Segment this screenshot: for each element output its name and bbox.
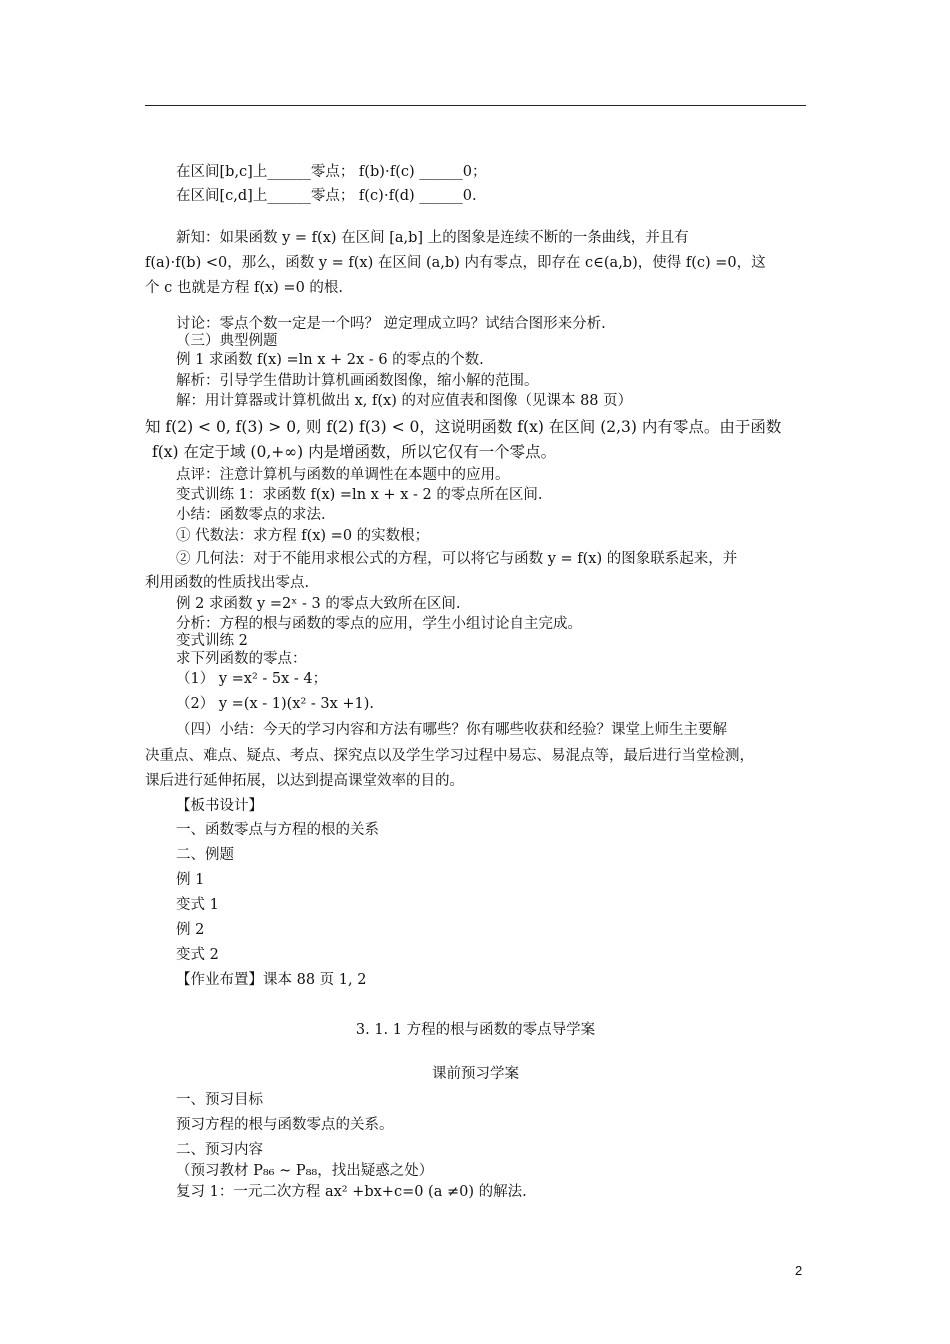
text-line: 解：用计算器或计算机做出 x, f(x) 的对应值表和图像（见课本 88 页） [176,393,633,409]
section-heading: 二、预习内容 [176,1142,263,1158]
document-title: 3. 1. 1 方程的根与函数的零点导学案 [355,1022,596,1038]
text-line: 个 c 也就是方程 f(x) =0 的根. [145,280,344,296]
header-rule [145,105,806,106]
text-line: 分析：方程的根与函数的零点的应用，学生小组讨论自主完成。 [176,616,582,632]
section-title: 课前预习学案 [432,1066,519,1082]
text-line: f(x) 在定于域 (0,+∞) 内是增函数，所以它仅有一个零点。 [152,443,557,461]
text-line: 讨论：零点个数一定是一个吗？ 逆定理成立吗？试结合图形来分析. [176,316,606,332]
section-heading: 一、预习目标 [176,1092,263,1108]
text-line: 新知：如果函数 y = f(x) 在区间 [a,b] 上的图象是连续不断的一条曲线，并且有 [176,230,689,246]
text-line: （预习教材 P₈₆ ~ P₈₈，找出疑惑之处） [176,1163,434,1179]
text-line: 利用函数的性质找出零点. [145,575,310,591]
text-line: 一、函数零点与方程的根的关系 [176,822,379,838]
text-line: （1） y =x² - 5x - 4； [176,671,328,687]
section-heading: 【作业布置】课本 88 页 1, 2 [176,972,367,988]
text-line: （2） y =(x - 1)(x² - 3x +1). [176,696,375,712]
section-heading: （三）典型例题 [176,333,278,349]
text-line: 变式训练 1：求函数 f(x) =ln x + x - 2 的零点所在区间. [176,487,543,503]
text-line: 求下列函数的零点： [176,651,307,667]
text-line: ① 代数法：求方程 f(x) =0 的实数根； [176,528,430,544]
text-line: 复习 1：一元二次方程 ax² +bx+c=0 (a ≠0) 的解法. [176,1184,527,1200]
text-line: 解析：引导学生借助计算机画函数图像，缩小解的范围。 [176,373,539,389]
text-line: 例 1 求函数 f(x) =ln x + 2x - 6 的零点的个数. [176,352,484,368]
text-line: 变式 2 [176,947,219,963]
text-line: 在区间[b,c]上______零点； f(b)⋅f(c) ______0； [176,164,487,180]
text-line: 变式 1 [176,897,219,913]
text-line: 点评：注意计算机与函数的单调性在本题中的应用。 [176,467,510,483]
text-line: 变式训练 2 [176,633,248,649]
text-line: ② 几何法：对于不能用求根公式的方程，可以将它与函数 y = f(x) 的图象联系起来，并 [176,551,738,567]
text-line: 小结：函数零点的求法. [176,507,326,523]
text-line: 例 1 [176,872,205,888]
text-line: 课后进行延伸拓展，以达到提高课堂效率的目的。 [145,773,464,789]
text-line: 知 f(2) < 0, f(3) > 0, 则 f(2) f(3) < 0，这说明函数 f(x) 在区间 (2,3) 内有零点。由于函数 [145,418,782,436]
text-line: （四）小结：今天的学习内容和方法有哪些？你有哪些收获和经验？课堂上师生主要解 [176,722,727,738]
section-heading: 【板书设计】 [176,798,263,814]
page-number: 2 [795,1263,803,1278]
text-line: 例 2 [176,922,205,938]
text-line: 例 2 求函数 y =2ˣ - 3 的零点大致所在区间. [176,596,461,612]
text-line: 二、例题 [176,847,234,863]
text-line: 决重点、难点、疑点、考点、探究点以及学生学习过程中易忘、易混点等，最后进行当堂检测， [145,748,754,764]
text-line: 在区间[c,d]上______零点； f(c)⋅f(d) ______0. [176,188,477,204]
text-line: f(a)⋅f(b) <0，那么，函数 y = f(x) 在区间 (a,b) 内有零点，即存在 c∈(a,b)，使得 f(c) =0，这 [145,255,766,271]
text-line: 预习方程的根与函数零点的关系。 [176,1117,394,1133]
